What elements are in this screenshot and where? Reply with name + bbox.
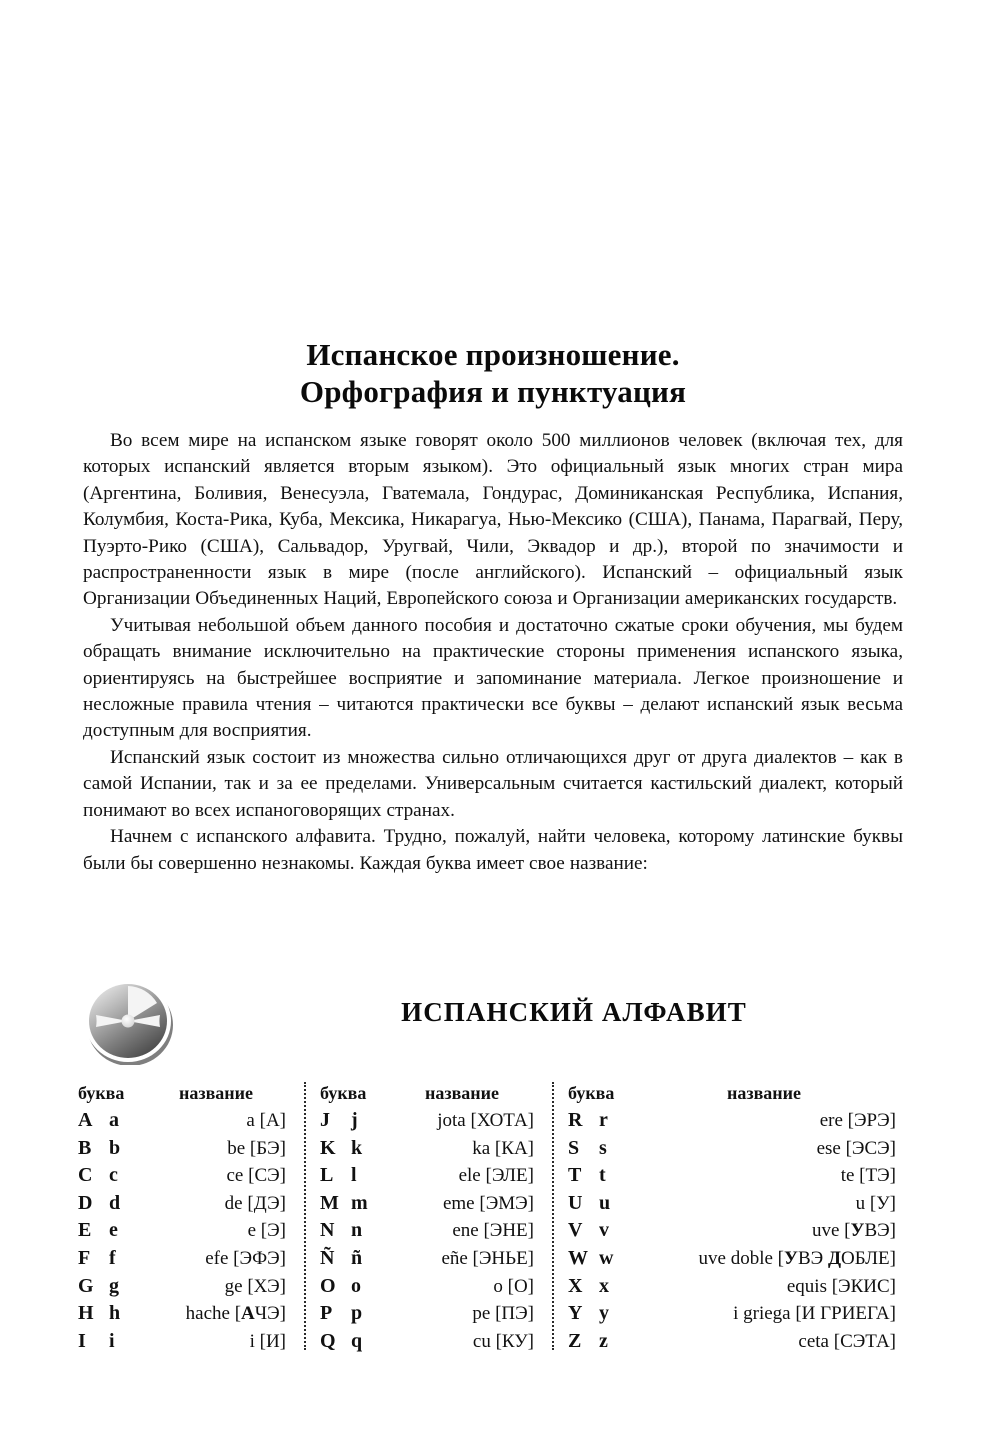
page-title [83, 336, 903, 410]
letter-uppercase: Ñ [320, 1246, 335, 1269]
letter-name: a [А] [246, 1110, 286, 1131]
alphabet-row [568, 1135, 898, 1163]
alphabet-row [78, 1245, 290, 1273]
letter-uppercase: E [78, 1219, 92, 1242]
letter-name: be [БЭ] [227, 1137, 286, 1159]
alphabet-row [78, 1217, 290, 1245]
letter-name: eñe [ЭНЬЕ] [441, 1247, 534, 1269]
letter-uppercase: Q [320, 1329, 336, 1352]
alphabet-row [568, 1328, 898, 1356]
letter-name: ceta [СЭТА] [798, 1330, 896, 1352]
alphabet-row [568, 1273, 898, 1301]
column-3-header-letter: буква [568, 1083, 615, 1103]
letter-name: ene [ЭНЕ] [452, 1220, 534, 1242]
alphabet-row [320, 1245, 538, 1273]
letter-name: ce [СЭ] [226, 1165, 286, 1187]
alphabet-column-1 [78, 1080, 290, 1355]
letter-lowercase: c [109, 1164, 118, 1187]
alphabet-table [78, 1080, 906, 1355]
alphabet-row [320, 1135, 538, 1163]
column-2-header-row [320, 1080, 538, 1107]
letter-name: ere [ЭРЭ] [819, 1110, 896, 1131]
alphabet-row [568, 1217, 898, 1245]
column-3-header-name: название [726, 1083, 802, 1103]
letter-uppercase: T [568, 1164, 582, 1187]
letter-lowercase: b [109, 1136, 121, 1159]
alphabet-row [320, 1273, 538, 1301]
alphabet-heading: ИСПАНСКИЙ АЛФАВИТ [401, 997, 747, 1027]
letter-uppercase: W [568, 1246, 588, 1269]
alphabet-row [568, 1107, 898, 1135]
letter-name: o [О] [493, 1275, 534, 1297]
alphabet-row [78, 1190, 290, 1218]
letter-lowercase: k [351, 1136, 363, 1159]
letter-uppercase: D [78, 1191, 93, 1214]
letter-name: i griega [И ГРИЕГА] [733, 1303, 896, 1325]
letter-uppercase: G [78, 1274, 94, 1297]
alphabet-row [320, 1107, 538, 1135]
letter-lowercase: t [599, 1164, 606, 1187]
letter-uppercase: V [568, 1219, 583, 1242]
alphabet-row [568, 1190, 898, 1218]
alphabet-row [320, 1217, 538, 1245]
letter-lowercase: i [109, 1329, 115, 1352]
letter-uppercase: Z [568, 1329, 582, 1352]
column-3-header-row [568, 1080, 898, 1107]
column-1-rows [78, 1107, 290, 1355]
column-2-rows [320, 1107, 538, 1355]
alphabet-row [320, 1328, 538, 1356]
letter-lowercase: s [599, 1136, 607, 1159]
alphabet-row [78, 1300, 290, 1328]
alphabet-section-header [75, 975, 903, 1067]
letter-name: u [У] [855, 1192, 896, 1214]
letter-uppercase: C [78, 1164, 93, 1187]
alphabet-column-2 [320, 1080, 538, 1355]
letter-lowercase: p [351, 1302, 363, 1325]
letter-lowercase: u [599, 1191, 611, 1214]
column-separator-2 [552, 1082, 554, 1350]
letter-uppercase: B [78, 1136, 92, 1159]
letter-name: uve [УВЭ] [811, 1220, 896, 1242]
letter-lowercase: f [109, 1246, 116, 1269]
letter-lowercase: m [351, 1191, 368, 1214]
alphabet-row [78, 1162, 290, 1190]
letter-name: pe [ПЭ] [472, 1303, 534, 1325]
letter-lowercase: o [351, 1274, 361, 1297]
letter-name: ese [ЭСЭ] [816, 1137, 896, 1159]
alphabet-row [78, 1273, 290, 1301]
page-title-line-2: Орфография и пунктуация [299, 374, 687, 409]
letter-name: hache [АЧЭ] [185, 1303, 286, 1325]
letter-name: equis [ЭКИС] [786, 1275, 896, 1297]
letter-lowercase: e [109, 1219, 118, 1242]
paragraph-1: Во всем мире на испанском языке говорят около 500 миллионов человек (включая тех, для которых испанский является вторым языком). Это официальный язык многих стран мира (Аргентина, Боливия, Венесуэла, Гватемала, Гондурас, Доминиканская Республика, Испания, Колумбия, Коста-Рика, Куба, Мексика, Никарагуа, Нью-Мексико (США), Панама, Парагвай, Перу, Пуэрто-Рико (США), Сальвадор, Уругвай, Чили, Эквадор и др.), второй по значимости и распространенности язык в мире (после английского). Испанский – официальный язык Организации Объединенных Наций, Европейского союза и Организации американских государств. [83, 430, 903, 610]
letter-lowercase: w [599, 1246, 614, 1269]
letter-uppercase: I [78, 1329, 86, 1352]
alphabet-row [78, 1135, 290, 1163]
letter-name: de [ДЭ] [224, 1192, 286, 1214]
paragraph-2: Учитывая небольшой объем данного пособия и достаточно сжатые сроки обучения, мы будем обращать внимание исключительно на практические стороны применения испанского языка, ориентируясь на быстрейшее восприятие и запоминание материала. Легкое произношение и несложные правила чтения – читаются практически все буквы – делают испанский язык весьма доступным для восприятия. [83, 614, 903, 742]
letter-name: eme [ЭМЭ] [442, 1192, 534, 1214]
letter-lowercase: z [599, 1329, 608, 1352]
letter-name: ka [КА] [472, 1137, 534, 1159]
letter-name: cu [КУ] [472, 1330, 534, 1352]
letter-uppercase: J [320, 1109, 330, 1131]
letter-lowercase: g [109, 1274, 119, 1297]
letter-name: te [ТЭ] [840, 1165, 896, 1187]
letter-name: efe [ЭФЭ] [205, 1247, 286, 1269]
letter-lowercase: q [351, 1329, 363, 1352]
letter-lowercase: v [599, 1219, 609, 1242]
letter-lowercase: j [351, 1109, 358, 1131]
letter-uppercase: A [78, 1109, 93, 1131]
page-title-line-1: Испанское произношение. [306, 337, 680, 372]
letter-uppercase: L [320, 1164, 334, 1187]
column-1-header-letter: буква [78, 1083, 125, 1103]
letter-lowercase: h [109, 1302, 121, 1325]
letter-uppercase: M [320, 1191, 339, 1214]
alphabet-row [320, 1162, 538, 1190]
letter-name: ele [ЭЛЕ] [458, 1165, 534, 1187]
letter-lowercase: ñ [351, 1246, 363, 1269]
letter-lowercase: d [109, 1191, 121, 1214]
letter-uppercase: S [568, 1136, 580, 1159]
letter-uppercase: F [78, 1246, 91, 1269]
letter-lowercase: r [599, 1109, 608, 1131]
column-separator-1 [304, 1082, 306, 1350]
alphabet-row [568, 1300, 898, 1328]
paragraph-3: Испанский язык состоит из множества сильно отличающихся друг от друга диалектов – как в самой Испании, так и за ее пределами. Универсальным считается кастильский диалект, который понимают во всех испаноговорящих странах. [83, 746, 903, 821]
letter-uppercase: O [320, 1274, 336, 1297]
letter-uppercase: P [320, 1302, 333, 1325]
alphabet-row [568, 1162, 898, 1190]
letter-uppercase: H [78, 1302, 94, 1325]
paragraph-4: Начнем с испанского алфавита. Трудно, пожалуй, найти человека, которому латинские буквы были бы совершенно незнакомы. Каждая буква имеет свое название: [83, 826, 903, 874]
letter-uppercase: N [320, 1219, 335, 1242]
letter-name: jota [ХОТА] [437, 1110, 534, 1131]
alphabet-row [78, 1107, 290, 1135]
column-2-header-name: название [424, 1083, 500, 1103]
cd-disc-icon [79, 977, 179, 1065]
letter-uppercase: K [320, 1136, 336, 1159]
letter-name: e [Э] [247, 1220, 286, 1242]
letter-lowercase: x [599, 1274, 609, 1297]
column-1-header-name: название [178, 1083, 254, 1103]
letter-uppercase: X [568, 1274, 583, 1297]
letter-lowercase: l [351, 1164, 357, 1187]
body-text [83, 428, 903, 877]
alphabet-row [320, 1300, 538, 1328]
letter-lowercase: a [109, 1109, 119, 1131]
column-2-header-letter: буква [320, 1083, 367, 1103]
letter-uppercase: Y [568, 1302, 583, 1325]
letter-lowercase: y [599, 1302, 609, 1325]
letter-uppercase: U [568, 1191, 583, 1214]
alphabet-row [320, 1190, 538, 1218]
letter-name: uve doble [УВЭ ДОБЛЕ] [698, 1247, 896, 1269]
column-1-header-row [78, 1080, 290, 1107]
letter-name: ge [ХЭ] [224, 1275, 286, 1297]
letter-lowercase: n [351, 1219, 363, 1242]
letter-uppercase: R [568, 1109, 583, 1131]
alphabet-row [78, 1328, 290, 1356]
letter-name: i [И] [249, 1330, 286, 1352]
alphabet-row [568, 1245, 898, 1273]
column-3-rows [568, 1107, 898, 1355]
alphabet-column-3 [568, 1080, 898, 1355]
